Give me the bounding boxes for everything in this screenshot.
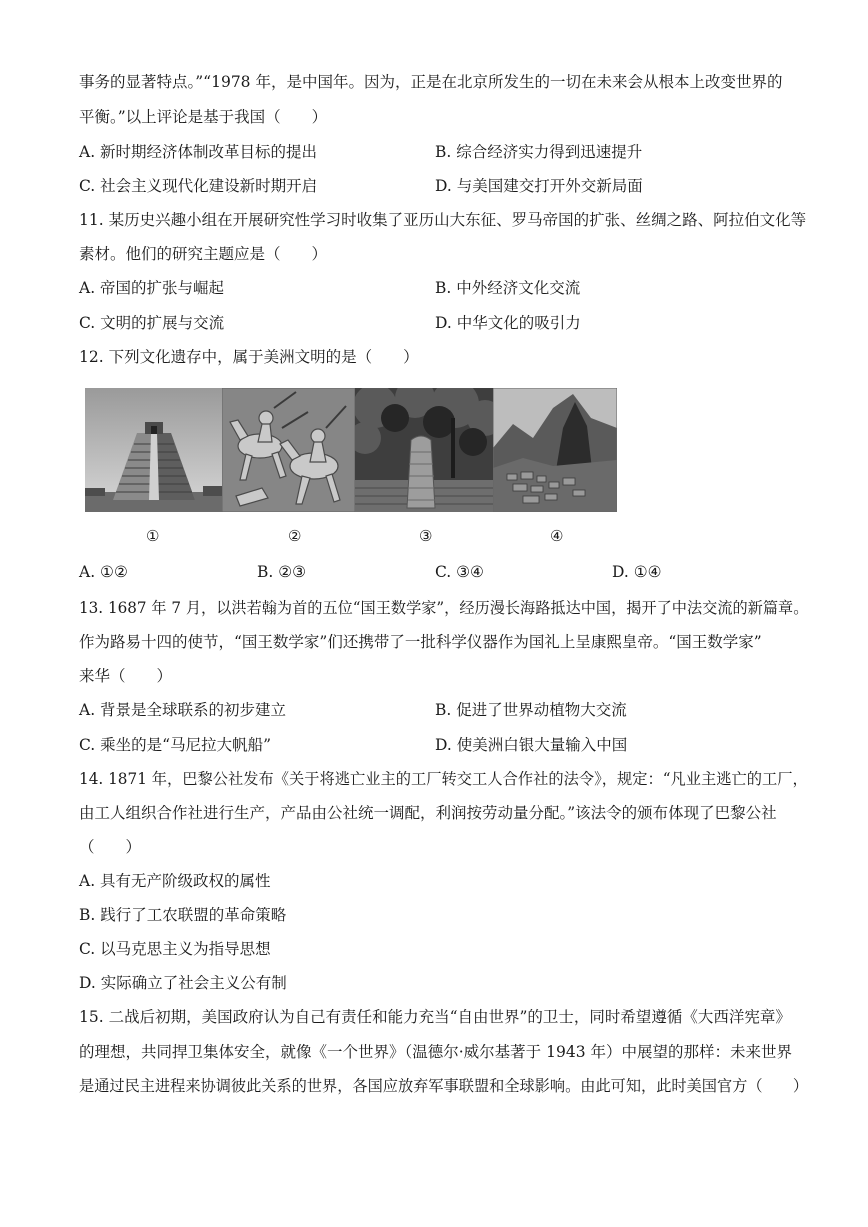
q10-option-a[interactable]: A. 新时期经济体制改革目标的提出 (79, 143, 318, 161)
relief-carving-photo (222, 388, 355, 512)
image-label-2: ② (288, 527, 302, 545)
q11-option-a[interactable]: A. 帝国的扩张与崛起 (79, 279, 225, 297)
mountain-ruins-photo (493, 388, 617, 512)
q11-stem-line-2: 素材。他们的研究主题应是（ ） (79, 245, 328, 263)
q14-option-a[interactable]: A. 具有无产阶级政权的属性 (79, 872, 271, 890)
stone-tower-photo (355, 388, 493, 512)
q13-stem-line-1: 13. 1687 年 7 月，以洪若翰为首的五位“国王数学家”，经历漫长海路抵达中国，揭开了中法交流的新篇章。 (79, 599, 809, 617)
q12-option-b[interactable]: B. ②③ (257, 563, 307, 581)
q14-option-b[interactable]: B. 践行了工农联盟的革命策略 (79, 906, 287, 924)
q14-stem-line-1: 14. 1871 年，巴黎公社发布《关于将逃亡业主的工厂转交工人合作社的法令》，规定：“凡业主逃亡的工厂， (79, 770, 808, 788)
q13-option-a[interactable]: A. 背景是全球联系的初步建立 (79, 701, 287, 719)
q13-stem-line-3: 来华（ ） (79, 667, 173, 685)
pyramid-photo (85, 388, 222, 512)
image-label-1: ① (146, 527, 160, 545)
q15-stem-line-1: 15. 二战后初期，美国政府认为自己有责任和能力充当“自由世界”的卫士，同时希望遵循《大西洋宪章》 (79, 1008, 791, 1026)
q15-stem-line-3: 是通过民主进程来协调彼此关系的世界，各国应放弃军事联盟和全球影响。由此可知，此时美国官方（ ） (79, 1077, 809, 1095)
q13-option-b[interactable]: B. 促进了世界动植物大交流 (435, 701, 627, 719)
q11-option-b[interactable]: B. 中外经济文化交流 (435, 279, 581, 297)
q11-option-c[interactable]: C. 文明的扩展与交流 (79, 314, 225, 332)
q10-option-b[interactable]: B. 综合经济实力得到迅速提升 (435, 143, 643, 161)
q15-stem-line-2: 的理想，共同捍卫集体安全，就像《一个世界》（温德尔·威尔基著于 1943 年）中展望的那样：未来世界 (79, 1043, 792, 1061)
q10-stem-line-1: 事务的显著特点。”“1978 年，是中国年。因为，正是在北京所发生的一切在未来会从根本上改变世界的 (79, 73, 783, 91)
q14-option-d[interactable]: D. 实际确立了社会主义公有制 (79, 974, 287, 992)
q10-stem-line-2: 平衡。”以上评论是基于我国（ ） (79, 108, 328, 126)
q14-option-c[interactable]: C. 以马克思主义为指导思想 (79, 940, 271, 958)
image-label-3: ③ (419, 527, 433, 545)
q12-option-c[interactable]: C. ③④ (435, 563, 484, 581)
q12-option-a[interactable]: A. ①② (79, 563, 128, 581)
q13-stem-line-2: 作为路易十四的使节，“国王数学家”们还携带了一批科学仪器作为国礼上呈康熙皇帝。“国王数学家” (79, 633, 762, 651)
q14-stem-line-3: （ ） (79, 838, 142, 856)
q10-option-d[interactable]: D. 与美国建交打开外交新局面 (435, 177, 643, 195)
q13-option-d[interactable]: D. 使美洲白银大量输入中国 (435, 736, 628, 754)
q12-option-d[interactable]: D. ①④ (612, 563, 662, 581)
q11-stem-line-1: 11. 某历史兴趣小组在开展研究性学习时收集了亚历山大东征、罗马帝国的扩张、丝绸之路、阿拉伯文化等 (79, 211, 807, 229)
q13-option-c[interactable]: C. 乘坐的是“马尼拉大帆船” (79, 736, 272, 754)
q10-option-c[interactable]: C. 社会主义现代化建设新时期开启 (79, 177, 318, 195)
q11-option-d[interactable]: D. 中华文化的吸引力 (435, 314, 581, 332)
q14-stem-line-2: 由工人组织合作社进行生产，产品由公社统一调配，利润按劳动量分配。”该法令的颁布体现了巴黎公社 (79, 804, 777, 822)
image-label-4: ④ (550, 527, 564, 545)
q12-stem: 12. 下列文化遗存中，属于美洲文明的是（ ） (79, 348, 419, 366)
